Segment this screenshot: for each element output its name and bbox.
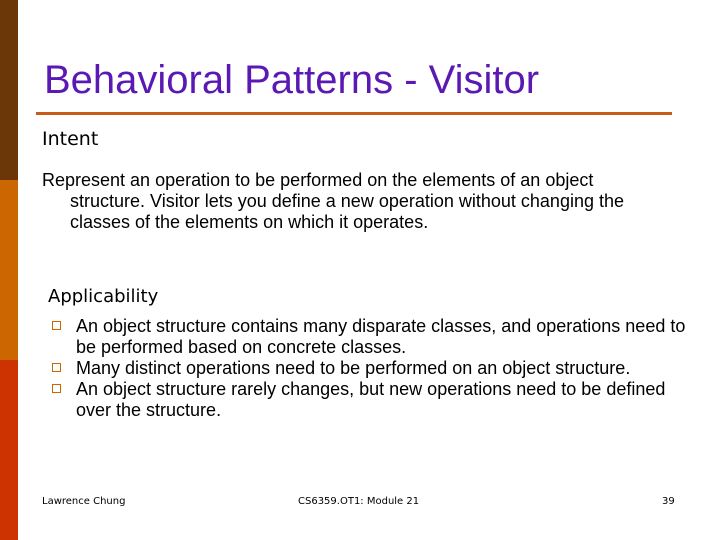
title-divider — [36, 112, 672, 115]
applicability-item-text: Many distinct operations need to be performed on an object structure. — [76, 358, 631, 378]
intent-heading: Intent — [42, 128, 99, 150]
footer-course: CS6359.OT1: Module 21 — [298, 496, 420, 507]
side-band-middle — [0, 180, 18, 360]
intent-text: Represent an operation to be performed on the elements of an object structure. Visitor lets you define a new operation without changing the classes of the elements on which it operates. — [42, 170, 625, 232]
hollow-square-icon — [52, 363, 61, 372]
applicability-list — [48, 316, 688, 421]
applicability-item — [48, 358, 688, 379]
side-band-top — [0, 0, 18, 180]
hollow-square-icon — [52, 384, 61, 393]
applicability-heading: Applicability — [48, 286, 159, 307]
applicability-item — [48, 379, 688, 421]
applicability-item — [48, 316, 688, 358]
slide-title: Behavioral Patterns - Visitor — [44, 58, 540, 102]
hollow-square-icon — [52, 321, 61, 330]
footer-page-number: 39 — [662, 496, 675, 507]
side-band-bottom — [0, 360, 18, 540]
applicability-item-text: An object structure rarely changes, but new operations need to be defined over the structure. — [76, 379, 666, 420]
footer-author: Lawrence Chung — [42, 496, 126, 507]
applicability-item-text: An object structure contains many disparate classes, and operations need to be performed based on concrete classes. — [76, 316, 686, 357]
